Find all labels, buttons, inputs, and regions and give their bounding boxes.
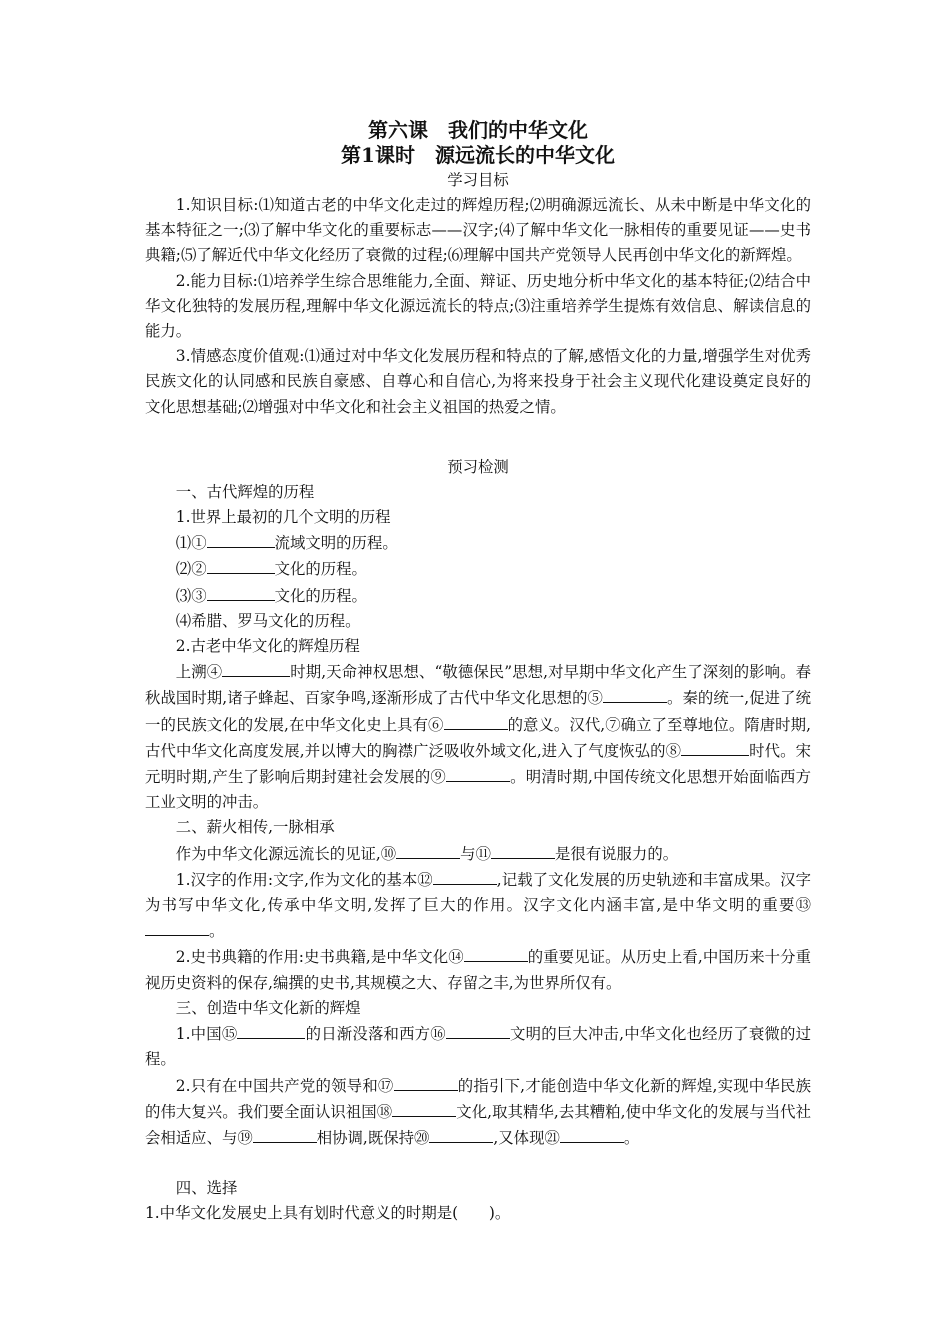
hanzi-paragraph: 1.汉字的作用:文字,作为文化的基本⑫ ,记载了文化发展的历史轨迹和丰富成果。汉字为书写中华文化,传承中华文明,发挥了巨大的作用。汉字文化内涵丰富,是中华文明的重要⑬。 [145, 867, 811, 945]
section3-title: 三、创造中华文化新的辉煌 [175, 998, 361, 1017]
blank-18[interactable] [392, 1099, 456, 1117]
section2-intro: 作为中华文化源远流长的见证,⑩ 与⑪ 是很有说服力的。 [145, 841, 811, 867]
civilization-item-4: ⑷希腊、罗马文化的历程。 [175, 611, 361, 630]
objectives-heading: 学习目标 [447, 171, 509, 189]
blank-14[interactable] [464, 944, 528, 962]
blank-16[interactable] [446, 1021, 510, 1039]
objective-knowledge: 1.知识目标:⑴知道古老的中华文化走过的辉煌历程;⑵明确源远流长、从未中断是中华文化的基本特征之一;⑶了解中华文化的重要标志——汉字;⑷了解中华文化一脉相传的重要见证——史书典籍;⑸了解近代中华文化经历了衰微的过程;⑹理解中国共产党领导人民再创中华文化的新辉煌。 [145, 196, 811, 265]
blank-8[interactable] [681, 738, 749, 756]
blank-21[interactable] [560, 1125, 624, 1143]
blank-2[interactable] [207, 556, 275, 574]
section1-title: 一、古代辉煌的历程 [175, 482, 315, 501]
decline-paragraph: 1.中国⑮ 的日渐没落和西方⑯ 文明的巨大冲击,中华文化也经历了衰微的过程。 [145, 1021, 811, 1072]
objective-attitude: 3.情感态度价值观:⑴通过对中华文化发展历程和特点的了解,感悟文化的力量,增强学生对优秀民族文化的认同感和民族自豪感、自尊心和自信心,为将来投身于社会主义现代化建设奠定良好的文化思想基础;⑵增强对中华文化和社会主义祖国的热爱之情。 [145, 347, 811, 416]
blank-5[interactable] [603, 685, 667, 703]
section4-title: 四、选择 [175, 1179, 238, 1198]
section1-sub1: 1.世界上最初的几个文明的历程 [175, 508, 391, 527]
blank-17[interactable] [394, 1073, 458, 1091]
civilization-item-1: ⑴① 流域文明的历程。 [145, 530, 811, 556]
classics-paragraph: 2.史书典籍的作用:史书典籍,是中华文化⑭ 的重要见证。从历史上看,中国历来十分重视历史资料的保存,编撰的史书,其规模之大、存留之丰,为世界所仅有。 [145, 944, 811, 995]
preview-heading: 预习检测 [447, 457, 509, 476]
section1-sub2: 2.古老中华文化的辉煌历程 [175, 637, 360, 656]
worksheet-page [145, 118, 811, 1227]
blank-4[interactable] [222, 659, 290, 677]
civilization-item-3: ⑶③ 文化的历程。 [145, 583, 811, 609]
period-title: 第1课时 源远流长的中华文化 [341, 143, 615, 167]
blank-15[interactable] [237, 1021, 305, 1039]
civilization-item-2: ⑵② 文化的历程。 [145, 556, 811, 582]
blank-9[interactable] [446, 764, 510, 782]
lesson-title: 第六课 我们的中华文化 [368, 118, 588, 142]
blank-11[interactable] [491, 841, 555, 859]
question-1: 1.中华文化发展史上具有划时代意义的时期是( )。 [145, 1204, 511, 1223]
blank-19[interactable] [253, 1125, 317, 1143]
blank-3[interactable] [207, 583, 275, 601]
blank-1[interactable] [207, 530, 275, 548]
blank-12[interactable] [433, 867, 497, 885]
section2-title: 二、薪火相传,一脉相承 [175, 818, 335, 837]
blank-13[interactable] [145, 918, 209, 936]
blank-10[interactable] [396, 841, 460, 859]
revival-paragraph: 2.只有在中国共产党的领导和⑰ 的指引下,才能创造中华文化新的辉煌,实现中华民族的伟大复兴。我们要全面认识祖国⑱ 文化,取其精华,去其糟粕,使中华文化的发展与当代社会相适应、与⑲ 相协调,既保持⑳ ,又体现㉑ 。 [145, 1073, 811, 1152]
history-paragraph: 上溯④ 时期,天命神权思想、“敬德保民”思想,对早期中华文化产生了深刻的影响。春秋战国时期,诸子蜂起、百家争鸣,逐渐形成了古代中华文化思想的⑤ 。秦的统一,促进了统一的民族文化的发展,在中华文化史上具有⑥ 的意义。汉代,⑦确立了至尊地位。隋唐时期,古代中华文化高度发展,并以博大的胸襟广泛吸收外域文化,进入了气度恢弘的⑧ 时代。宋元明时期,产生了影响后期封建社会发展的⑨ 。明清时期,中国传统文化思想开始面临西方工业文明的冲击。 [145, 659, 811, 815]
blank-6[interactable] [444, 712, 508, 730]
blank-20[interactable] [429, 1125, 493, 1143]
objective-ability: 2.能力目标:⑴培养学生综合思维能力,全面、辩证、历史地分析中华文化的基本特征;⑵结合中华文化独特的发展历程,理解中华文化源远流长的特点;⑶注重培养学生提炼有效信息、解读信息的能力。 [145, 271, 811, 341]
